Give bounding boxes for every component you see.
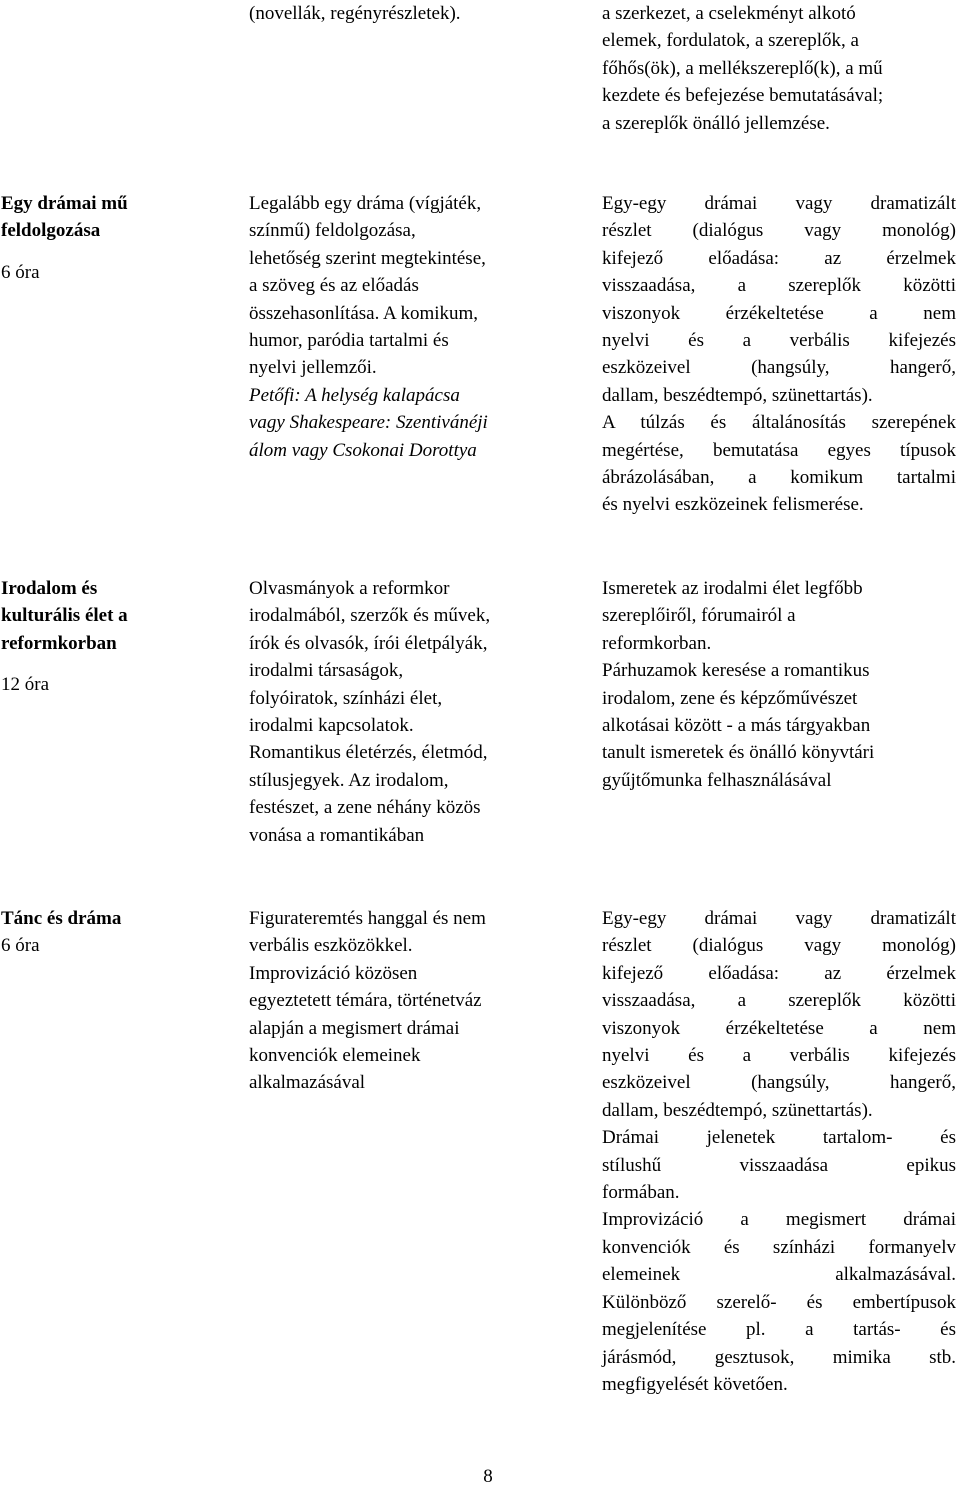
topic-title-line: Tánc és dráma — [1, 908, 122, 929]
topic-title-line: Irodalom és — [1, 578, 98, 599]
requirements-line: megjelenítése pl. a tartás- és — [602, 1319, 956, 1341]
requirements-line: a szereplők önálló jellemzése. — [602, 112, 830, 134]
content-line: Improvizáció közösen — [249, 962, 418, 984]
content-line: a szöveg és az előadás — [249, 275, 419, 297]
requirements-line: visszaadása, a szereplők közötti — [602, 990, 956, 1012]
topic-cell — [1, 905, 191, 960]
requirements-line: reformkorban. — [602, 632, 712, 654]
content-line: Figurateremtés hanggal és nem — [249, 908, 486, 929]
requirements-line: Improvizáció a megismert drámai — [602, 1209, 956, 1231]
requirements-line: stílushű visszaadása epikus — [602, 1154, 956, 1176]
content-line: irodalmi kapcsolatok. — [249, 715, 414, 737]
requirements-line: Párhuzamok keresése a romantikus — [602, 660, 870, 682]
content-line: Legalább egy dráma (vígjáték, — [249, 193, 482, 214]
requirements-line: főhős(ök), a mellékszereplő(k), a mű — [602, 57, 883, 79]
content-line: nyelvi jellemzői. — [249, 357, 377, 379]
content-cell — [249, 190, 569, 464]
content-line: folyóiratok, színházi élet, — [249, 687, 443, 709]
page-number: 8 — [483, 1466, 493, 1487]
topic-title-line: feldolgozása — [1, 220, 101, 242]
requirements-line: viszonyok érzékeltetése a nem — [602, 302, 956, 324]
requirements-cell — [602, 905, 956, 1398]
requirements-line: nyelvi és a verbális kifejezés — [602, 330, 956, 352]
requirements-line: gyűjtőmunka felhasználásával — [602, 769, 832, 791]
requirements-line: elemek, fordulatok, a szereplők, a — [602, 30, 859, 52]
content-line: humor, paródia tartalmi és — [249, 330, 449, 352]
reading-list-line: álom vagy Csokonai Dorottya — [249, 439, 477, 461]
requirements-line: megfigyelését követően. — [602, 1373, 788, 1395]
content-line: Romantikus életérzés, életmód, — [249, 742, 488, 764]
requirements-line: kezdete és befejezése bemutatásával; — [602, 85, 884, 107]
requirements-line: részlet (dialógus vagy monológ) — [602, 220, 956, 242]
content-line: festészet, a zene néhány közös — [249, 797, 481, 819]
requirements-cell — [602, 190, 956, 519]
topic-hours: 6 óra — [1, 935, 40, 957]
reading-list-line: vagy Shakespeare: Szentivánéji — [249, 412, 488, 434]
requirements-line: ábrázolásában, a komikum tartalmi — [602, 467, 956, 489]
requirements-line: elemeinek alkalmazásával. — [602, 1264, 956, 1286]
requirements-line: A túlzás és általánosítás szerepének — [602, 412, 956, 434]
topic-hours: 6 óra — [1, 261, 40, 283]
requirements-line: viszonyok érzékeltetése a nem — [602, 1017, 956, 1039]
requirements-cell — [602, 575, 956, 794]
requirements-line: alkotásai között - a más tárgyakban — [602, 715, 871, 737]
requirements-line: konvenciók és színházi formanyelv — [602, 1236, 956, 1258]
content-line: alapján a megismert drámai — [249, 1017, 460, 1039]
topic-cell — [1, 190, 191, 286]
content-line: színmű) feldolgozása, — [249, 220, 416, 242]
requirements-line: Ismeretek az irodalmi élet legfőbb — [602, 578, 863, 599]
requirements-line: tanult ismeretek és önálló könyvtári — [602, 742, 875, 764]
requirements-line: részlet (dialógus vagy monológ) — [602, 935, 956, 957]
content-cell — [249, 905, 569, 1097]
requirements-line: és nyelvi eszközeinek felismerése. — [602, 494, 864, 516]
requirements-line: irodalom, zene és képzőművészet — [602, 687, 858, 709]
requirements-line: dallam, beszédtempó, szünettartás). — [602, 1099, 873, 1121]
content-cell — [249, 0, 569, 27]
content-line: (novellák, regényrészletek). — [249, 3, 461, 24]
content-line: konvenciók elemeinek — [249, 1045, 421, 1067]
reading-list-line: Petőfi: A helység kalapácsa — [249, 384, 460, 406]
requirements-cell — [602, 0, 956, 137]
requirements-line: járásmód, gesztusok, mimika stb. — [602, 1346, 956, 1368]
content-cell — [249, 575, 569, 849]
content-line: stílusjegyek. Az irodalom, — [249, 769, 449, 791]
topic-title-line: kulturális élet a — [1, 605, 128, 627]
requirements-line: formában. — [602, 1182, 680, 1204]
requirements-line: Egy-egy drámai vagy dramatizált — [602, 908, 956, 929]
content-line: vonása a romantikában — [249, 824, 425, 846]
topic-title-line: Egy drámai mű — [1, 193, 128, 214]
content-line: irodalmából, szerzők és művek, — [249, 605, 491, 627]
content-line: alkalmazásával — [249, 1072, 366, 1094]
content-line: egyeztetett témára, történetváz — [249, 990, 482, 1012]
content-line: Olvasmányok a reformkor — [249, 578, 450, 599]
content-line: irodalmi társaságok, — [249, 660, 404, 682]
content-line: írók és olvasók, írói életpályák, — [249, 632, 488, 654]
requirements-line: szereplőiről, fórumairól a — [602, 605, 796, 627]
requirements-line: eszközeivel (hangsúly, hangerő, — [602, 1072, 956, 1094]
topic-cell — [1, 575, 191, 699]
requirements-line: Egy-egy drámai vagy dramatizált — [602, 193, 956, 214]
requirements-line: megértése, bemutatása egyes típusok — [602, 439, 956, 461]
requirements-line: eszközeivel (hangsúly, hangerő, — [602, 357, 956, 379]
requirements-line: nyelvi és a verbális kifejezés — [602, 1045, 956, 1067]
requirements-line: Drámai jelenetek tartalom- és — [602, 1127, 956, 1149]
requirements-line: dallam, beszédtempó, szünettartás). — [602, 384, 873, 406]
requirements-line: kifejező előadása: az érzelmek — [602, 962, 956, 984]
requirements-line: kifejező előadása: az érzelmek — [602, 247, 956, 269]
requirements-line: Különböző szerelő- és embertípusok — [602, 1291, 956, 1313]
requirements-line: visszaadása, a szereplők közötti — [602, 275, 956, 297]
content-line: verbális eszközökkel. — [249, 935, 413, 957]
content-line: lehetőség szerint megtekintése, — [249, 247, 486, 269]
requirements-line: a szerkezet, a cselekményt alkotó — [602, 3, 856, 24]
topic-hours: 12 óra — [1, 674, 50, 696]
content-line: összehasonlítása. A komikum, — [249, 302, 479, 324]
topic-title-line: reformkorban — [1, 632, 117, 654]
